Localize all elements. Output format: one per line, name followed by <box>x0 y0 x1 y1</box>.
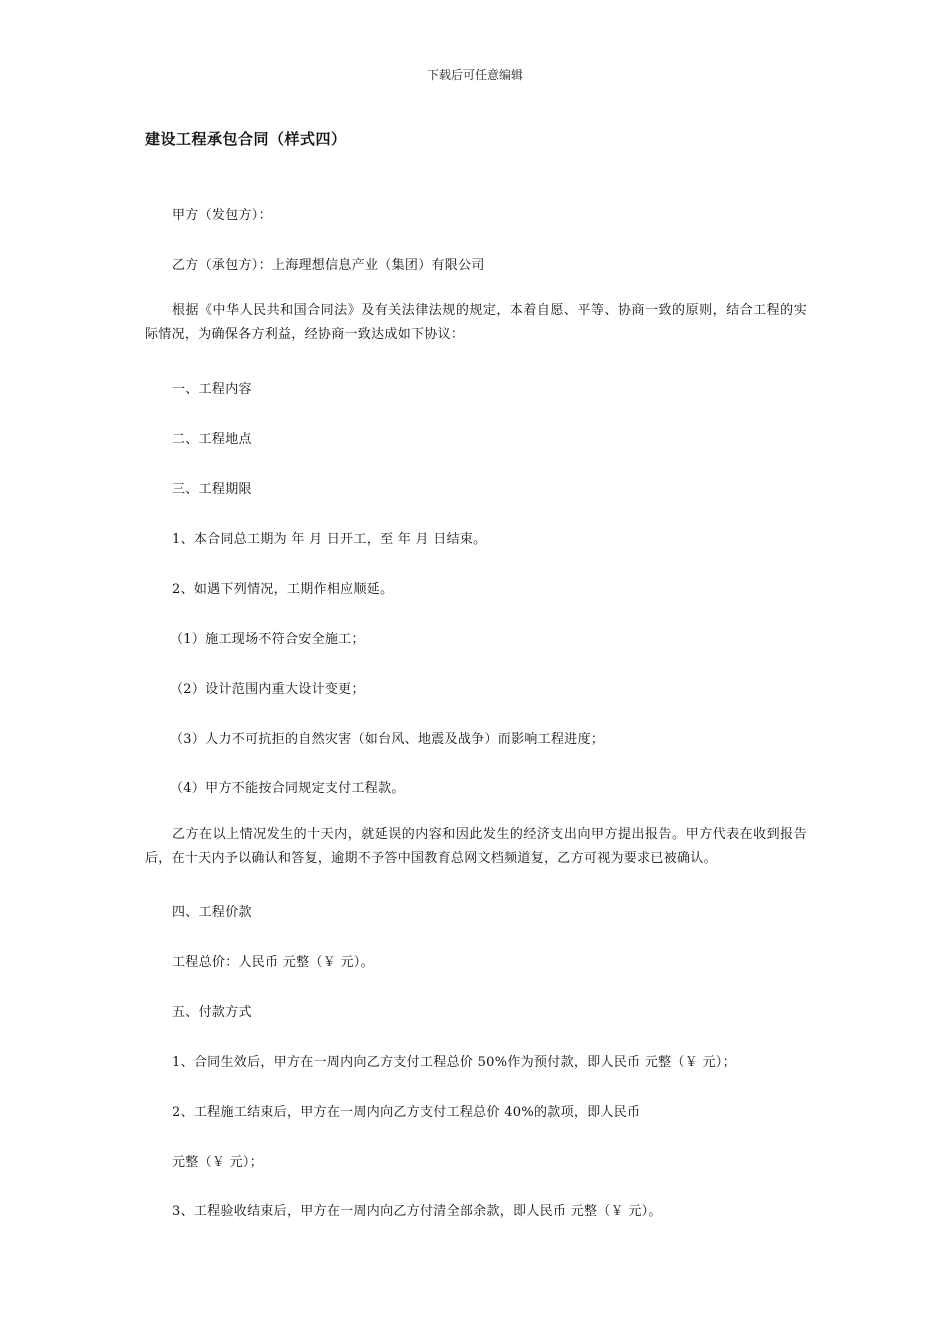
payment-item-2: 2、工程施工结束后，甲方在一周内向乙方支付工程总价 40%的款项，即人民币 <box>172 1105 641 1120</box>
payment-item-1: 1、合同生效后，甲方在一周内向乙方支付工程总价 50%作为预付款，即人民币 元整（￥ 元）； <box>172 1055 736 1070</box>
section-heading-payment: 五、付款方式 <box>172 1005 252 1020</box>
delay-case-1: （1）施工现场不符合安全施工； <box>170 632 365 647</box>
payment-item-2-continued: 元整（￥ 元）； <box>172 1155 264 1170</box>
delay-case-2: （2）设计范围内重大设计变更； <box>170 682 365 697</box>
preamble-paragraph: 根据《中华人民共和国合同法》及有关法律法规的规定，本着自愿、平等、协商一致的原则，结合工程的实际情况，为确保各方利益，经协商一致达成如下协议： <box>145 303 807 342</box>
total-price-line: 工程总价：人民币 元整（￥ 元）。 <box>172 955 374 970</box>
document-title: 建设工程承包合同（样式四） <box>145 130 347 148</box>
delay-notice-paragraph: 乙方在以上情况发生的十天内，就延误的内容和因此发生的经济支出向甲方提出报告。甲方代表在收到报告后，在十天内予以确认和答复，逾期不予答中国教育总网文档频道复，乙方可视为要求已被确认。 <box>145 827 807 866</box>
section-heading-price: 四、工程价款 <box>172 905 252 920</box>
term-item-2: 2、如遇下列情况，工期作相应顺延。 <box>172 582 394 597</box>
term-item-1: 1、本合同总工期为 年 月 日开工，至 年 月 日结束。 <box>172 532 487 547</box>
party-a-line: 甲方（发包方）： <box>172 208 272 223</box>
section-heading-term: 三、工程期限 <box>172 482 252 497</box>
delay-case-3: （3）人力不可抗拒的自然灾害（如台风、地震及战争）而影响工程进度； <box>170 732 605 747</box>
page-header: 下载后可任意编辑 <box>426 68 523 82</box>
payment-item-3: 3、工程验收结束后，甲方在一周内向乙方付清全部余款，即人民币 元整（￥ 元）。 <box>172 1204 662 1219</box>
party-b-line: 乙方（承包方）：上海理想信息产业（集团）有限公司 <box>172 258 485 273</box>
section-heading-location: 二、工程地点 <box>172 432 252 447</box>
delay-case-4: （4）甲方不能按合同规定支付工程款。 <box>170 781 405 796</box>
section-heading-content: 一、工程内容 <box>172 382 252 397</box>
